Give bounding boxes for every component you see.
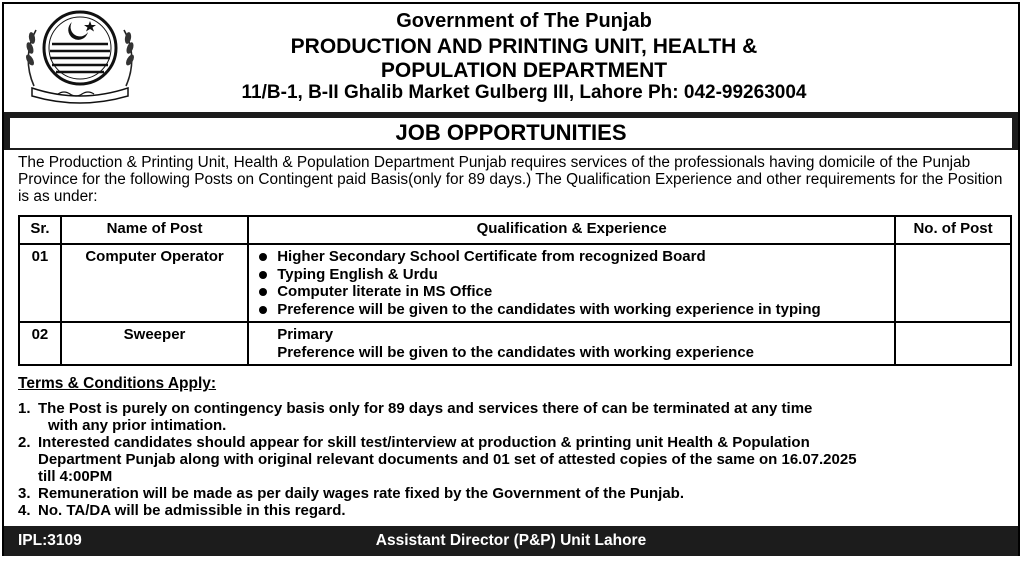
- table-header-row: [19, 216, 1011, 244]
- reference-number: IPL:3109: [18, 532, 82, 549]
- term-number: 4.: [18, 502, 31, 519]
- job-opportunities-banner: [4, 112, 1018, 150]
- term-text: Department Punjab along with original relevant documents and 01 set of attested copies of the same on 16.07.2025: [38, 451, 857, 468]
- header-qualification: Qualification & Experience: [248, 216, 895, 244]
- header-no-of-post: No. of Post: [895, 216, 1011, 244]
- header-government-line: Government of The Punjab: [396, 10, 652, 32]
- banner-title: JOB OPPORTUNITIES: [10, 118, 1012, 148]
- footer-bar: [4, 526, 1018, 556]
- header-unit-line: PRODUCTION AND PRINTING UNIT, HEALTH &: [290, 35, 758, 58]
- intro-paragraph: The Production & Printing Unit, Health & Population Department Punjab requires services of the professionals having domicile of the Punjab Province for the following Posts on Contingent paid Basis(only for 89 days.) The Qualification Experience and other requirements for the Position is as under:: [18, 154, 1003, 205]
- list-item: [18, 485, 1008, 502]
- row-no-of-post: [895, 244, 1011, 322]
- term-text: till 4:00PM: [38, 468, 113, 485]
- header-post-name: Name of Post: [61, 216, 248, 244]
- punjab-emblem-icon: [18, 8, 142, 104]
- row-qualifications: [248, 322, 895, 365]
- qualification-item: Higher Secondary School Certificate from recognized Board: [255, 248, 888, 266]
- qualification-item: Primary: [277, 326, 334, 343]
- header: [4, 4, 1018, 112]
- list-item: [18, 434, 1008, 485]
- header-department-line: POPULATION DEPARTMENT: [380, 59, 668, 82]
- advertisement-page: [2, 2, 1020, 556]
- posts-table: [18, 215, 1012, 366]
- list-item: [18, 502, 1008, 519]
- list-item: [18, 400, 1008, 434]
- term-text: Remuneration will be made as per daily wages rate fixed by the Government of the Punjab.: [38, 485, 684, 502]
- row-qualifications: [248, 244, 895, 322]
- terms-title: Terms & Conditions Apply:: [18, 375, 217, 392]
- term-text: No. TA/DA will be admissible in this regard.: [38, 502, 346, 519]
- term-text: The Post is purely on contingency basis only for 89 days and services there of can be terminated at any time: [38, 400, 813, 417]
- row-post-name: Sweeper: [61, 322, 248, 365]
- row-sr: 02: [19, 322, 61, 365]
- table-row: [19, 244, 1011, 322]
- qualification-item: Preference will be given to the candidates with working experience: [277, 343, 755, 361]
- qualification-item: Preference will be given to the candidates with working experience in typing: [255, 301, 888, 319]
- row-sr: 01: [19, 244, 61, 322]
- table-row: [19, 322, 1011, 365]
- row-post-name: Computer Operator: [61, 244, 248, 322]
- qualification-item: Typing English & Urdu: [255, 266, 888, 284]
- term-number: 3.: [18, 485, 31, 502]
- header-address-line: 11/B-1, B-II Ghalib Market Gulberg III, Lahore Ph: 042-99263004: [241, 82, 807, 103]
- term-number: 1.: [18, 400, 31, 417]
- term-number: 2.: [18, 434, 31, 451]
- signatory: Assistant Director (P&P) Unit Lahore: [375, 532, 647, 549]
- terms-list: [18, 400, 1008, 519]
- term-text: with any prior intimation.: [48, 417, 227, 434]
- term-text: Interested candidates should appear for skill test/interview at production & printing unit Health & Population: [38, 434, 810, 451]
- header-sr: Sr.: [19, 216, 61, 244]
- qualification-item: Computer literate in MS Office: [255, 283, 888, 301]
- row-no-of-post: [895, 322, 1011, 365]
